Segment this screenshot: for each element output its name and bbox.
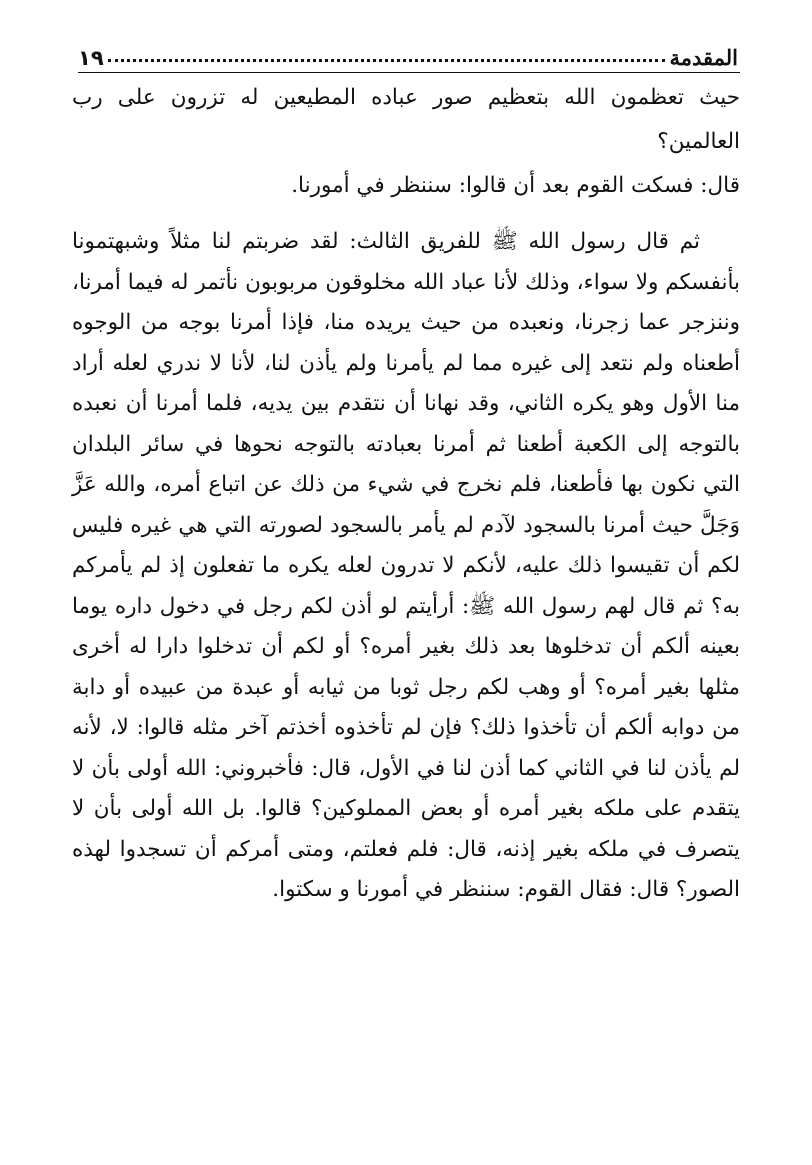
- running-header: [78, 34, 738, 70]
- paragraph-block: [72, 222, 740, 911]
- header-rule: [78, 72, 740, 73]
- page-body: [72, 76, 740, 911]
- page-number: ١٩: [78, 46, 104, 70]
- section-title: المقدمة: [669, 45, 738, 70]
- header-dot-leader: [108, 59, 666, 62]
- paragraph: حيث تعظمون الله بتعظيم صور عباده المطيعين له تزرون على رب العالمين؟: [72, 85, 740, 154]
- paragraph: قال: فسكت القوم بعد أن قالوا: سننظر في أمورنا.: [291, 173, 740, 198]
- paragraph: ثم قال رسول الله ﷺ للفريق الثالث: لقد ضربتم لنا مثلاً وشبهتمونا بأنفسكم ولا سواء، وذلك لأنا عباد الله مخلوقون مربوبون نأتمر له فيما أمرنا، وننزجر عما زجرنا، ونعبده من حيث يريده منا، فإذا أمرنا بوجه من الوجوه أطعناه ولم نتعد إلى غيره مما لم يأمرنا ولم يأذن لنا، لأنا لا ندري لعله أراد منا الأول وهو يكره الثاني، وقد نهانا أن نتقدم بين يديه، فلما أمرنا أن نعبده بالتوجه إلى الكعبة أطعنا ثم أمرنا بعبادته بالتوجه نحوها في سائر البلدان التي نكون بها فأطعنا، فلم نخرج في شيء من ذلك عن اتباع أمره، والله عَزَّ وَجَلَّ حيث أمرنا بالسجود لآدم لم يأمر بالسجود لصورته التي هي غيره فليس لكم أن تقيسوا ذلك عليه، لأنكم لا تدرون لعله يكره ما تفعلون إذ لم يأمركم به؟ ثم قال لهم رسول الله ﷺ: أرأيتم لو أذن لكم رجل في دخول داره يوما بعينه ألكم أن تدخلوها بعد ذلك بغير أمره؟ أو لكم أن تدخلوا دارا له أخرى مثلها بغير أمره؟ أو وهب لكم رجل ثوبا من ثيابه أو عبدة من عبيده أو دابة من دوابه ألكم أن تأخذوا ذلك؟ فإن لم تأخذوه أخذتم آخر مثله قالوا: لا، لأنه لم يأذن لنا في الثاني كما أذن لنا في الأول، قال: فأخبروني: الله أولى بأن لا يتقدم على ملكه بغير أمره أو بعض المملوكين؟ قالوا. بل الله أولى بأن لا يتصرف في ملكه بغير إذنه، قال: فلم فعلتم، ومتى أمركم أن تسجدوا لهذه الصور؟ قال: فقال القوم: سننظر في أمورنا و سكتوا.: [72, 229, 740, 902]
